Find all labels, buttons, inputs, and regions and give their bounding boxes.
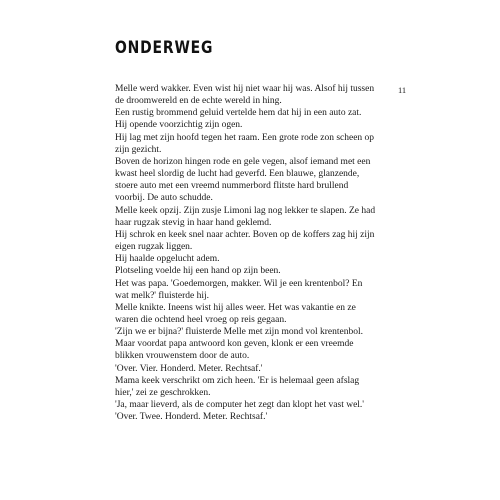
text-line: wat melk?' fluisterde hij. bbox=[115, 290, 210, 301]
text-line: 'Over. Vier. Honderd. Meter. Rechtsaf.' bbox=[115, 363, 263, 374]
text-line: 'Ja, maar lieverd, als de computer het zegt dan klopt het vast wel.' bbox=[115, 400, 365, 411]
text-line: Plotseling voelde hij een hand op zijn been. bbox=[115, 266, 281, 277]
text-line: Melle werd wakker. Even wist hij niet waar hij was. Alsof hij tussen bbox=[115, 84, 375, 94]
text-line: voorbij. De auto schudde. bbox=[115, 193, 213, 204]
text-line: Hij opende voorzichtig zijn ogen. bbox=[115, 120, 243, 131]
text-line: blikken vrouwenstem door de auto. bbox=[115, 351, 250, 362]
text-line: Boven de horizon hingen rode en gele vegen, alsof iemand met een bbox=[115, 156, 371, 167]
chapter-title: ONDERWEG bbox=[115, 38, 214, 58]
text-line: Hij lag met zijn hoofd tegen het raam. Een grote rode zon scheen op bbox=[115, 132, 375, 143]
text-line: waren die ochtend heel vroeg op reis gegaan. bbox=[115, 314, 287, 325]
text-line: de droomwereld en de echte wereld in hing. bbox=[115, 96, 282, 107]
text-line: 'Over. Twee. Honderd. Meter. Rechtsaf.' bbox=[115, 412, 268, 423]
text-line: Maar voordat papa antwoord kon geven, klonk er een vreemde bbox=[115, 339, 354, 350]
text-line: eigen rugzak liggen. bbox=[115, 242, 193, 253]
text-line: Een rustig brommend geluid vertelde hem dat hij in een auto zat. bbox=[115, 108, 362, 119]
text-line: haar rugzak stevig in haar hand geklemd. bbox=[115, 217, 272, 228]
text-line: hier,' zei ze geschrokken. bbox=[115, 387, 211, 398]
text-line: Mama keek verschrikt om zich heen. 'Er is helemaal geen afslag bbox=[115, 375, 360, 386]
text-line: 'Zijn we er bijna?' fluisterde Melle met zijn mond vol krentenbol. bbox=[115, 327, 363, 338]
text-line: Hij schrok en keek snel naar achter. Boven op de koffers zag hij zijn bbox=[115, 229, 375, 240]
text-line: zijn gezicht. bbox=[115, 144, 162, 155]
page-number: 11 bbox=[398, 85, 407, 95]
text-line: kwast heel slordig de lucht had geverfd. Een blauwe, glanzende, bbox=[115, 169, 360, 180]
body-text bbox=[115, 83, 395, 423]
text-line: Melle keek opzij. Zijn zusje Limoni lag nog lekker te slapen. Ze had bbox=[115, 205, 376, 216]
text-line: Het was papa. 'Goedemorgen, makker. Wil je een krentenbol? En bbox=[115, 278, 363, 289]
text-line: Hij haalde opgelucht adem. bbox=[115, 254, 220, 265]
text-line: stoere auto met een vreemd nummerbord flitste hard brullend bbox=[115, 181, 349, 192]
text-line: Melle knikte. Ineens wist hij alles weer. Het was vakantie en ze bbox=[115, 302, 356, 313]
